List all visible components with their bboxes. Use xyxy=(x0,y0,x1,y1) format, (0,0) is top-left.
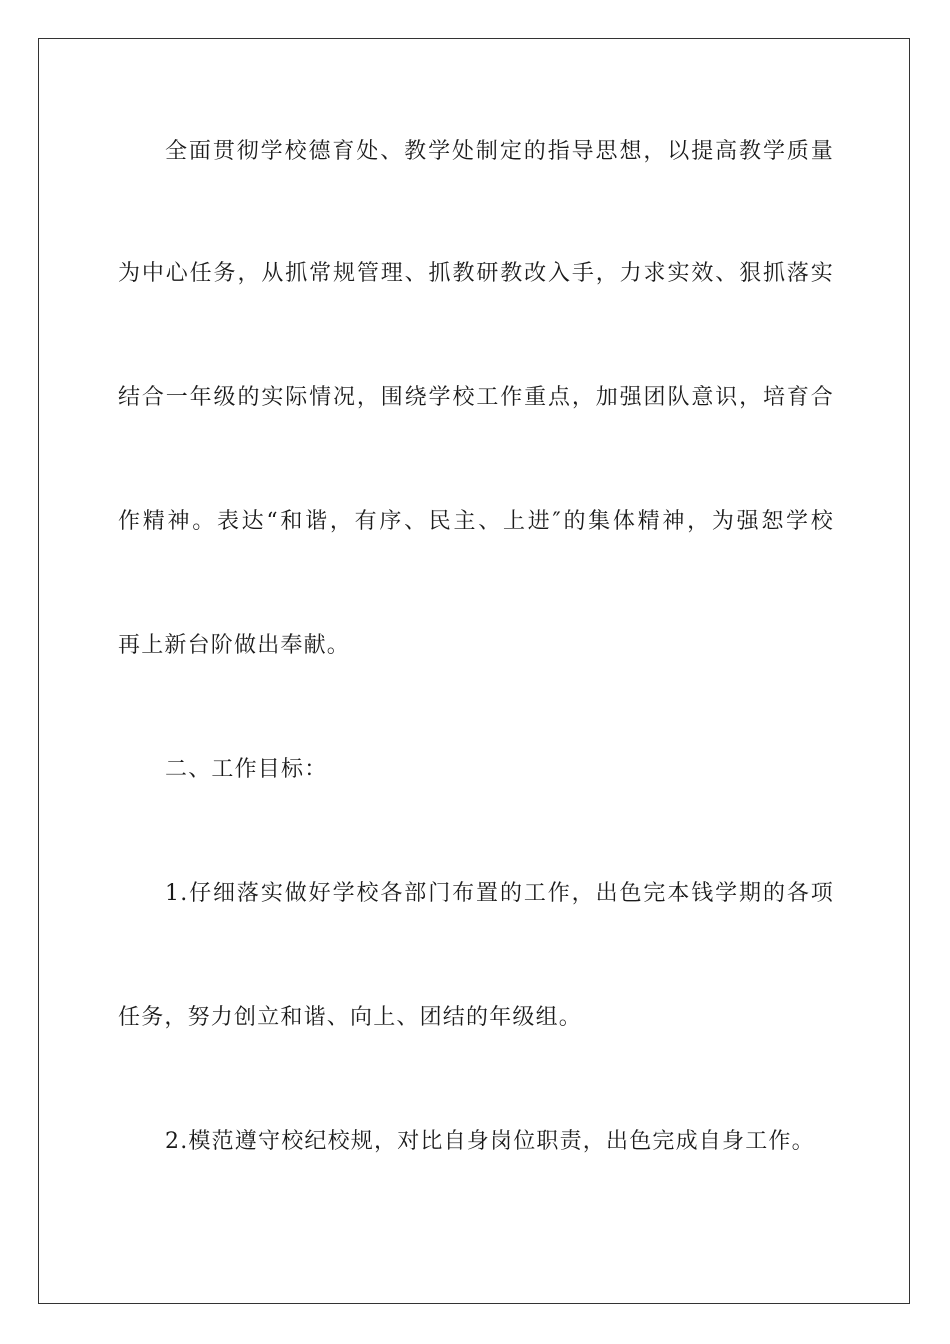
goal-item-1-line-1: 1.仔细落实做好学校各部门布置的工作，出色完本钱学期的各项 xyxy=(165,881,834,906)
paragraph-guiding-thought-line-4: 作精神。表达“和谐，有序、民主、上进″的集体精神，为强恕学校 xyxy=(118,509,834,534)
goal-item-1-line-2: 任务，努力创立和谐、向上、团结的年级组。 xyxy=(118,1005,583,1030)
paragraph-guiding-thought-line-1: 全面贯彻学校德育处、教学处制定的指导思想，以提高教学质量 xyxy=(165,139,834,164)
paragraph-guiding-thought-line-5: 再上新台阶做出奉献。 xyxy=(118,633,351,658)
section-heading-work-goals: 二、工作目标： xyxy=(165,757,328,782)
page-border xyxy=(38,38,910,1304)
paragraph-guiding-thought-line-3: 结合一年级的实际情况，围绕学校工作重点，加强团队意识，培育合 xyxy=(118,385,834,410)
goal-item-2: 2.模范遵守校纪校规，对比自身岗位职责，出色完成自身工作。 xyxy=(165,1129,815,1154)
paragraph-guiding-thought-line-2: 为中心任务，从抓常规管理、抓教研教改入手，力求实效、狠抓落实 xyxy=(118,261,834,286)
